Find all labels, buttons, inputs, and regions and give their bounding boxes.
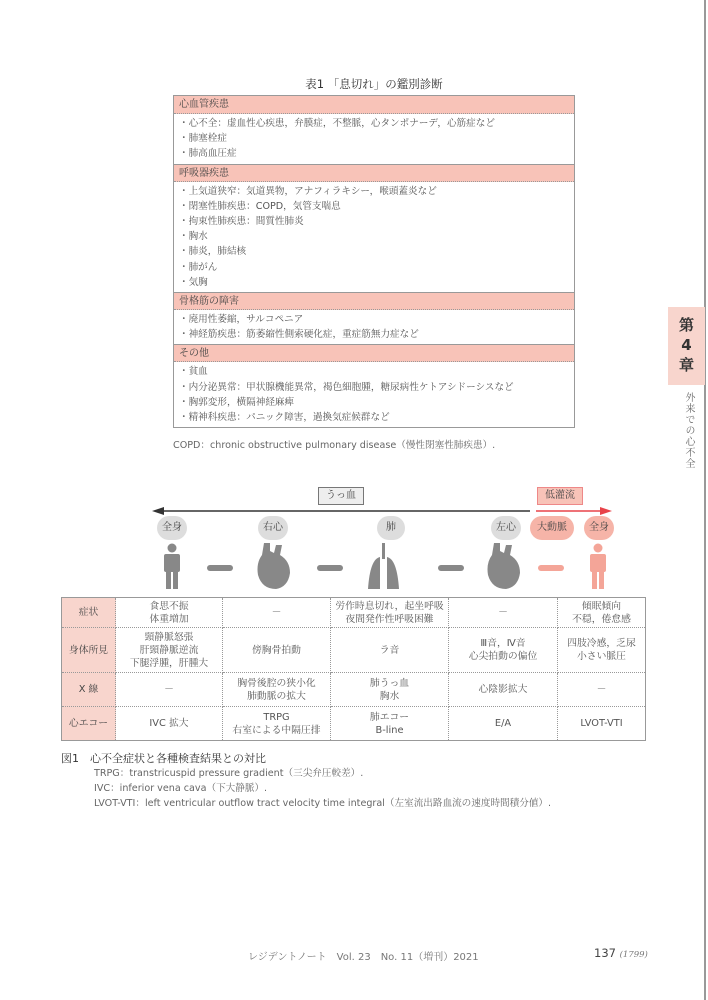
arrow-head-left <box>152 507 164 515</box>
table-cell: E/A <box>449 707 558 741</box>
findings-table <box>61 597 646 741</box>
table-row <box>62 673 646 707</box>
table-cell: 肺うっ血 胸水 <box>331 673 449 707</box>
table-cell: IVC 拡大 <box>116 707 223 741</box>
row-header: 心エコー <box>62 707 116 741</box>
section-header: 骨格筋の障害 <box>174 292 574 310</box>
chapter-number: 4 <box>681 336 692 354</box>
list-item: ・神経筋疾患：筋萎縮性側索硬化症，重症筋無力症など <box>179 329 419 341</box>
lungs-icon <box>368 543 399 589</box>
table-cell: ラ音 <box>331 628 449 673</box>
person-icon <box>590 544 606 590</box>
table-cell: 頸静脈怒張 肝頸静脈逆流 下腿浮腫，肝腫大 <box>116 628 223 673</box>
connector <box>438 565 464 571</box>
connector <box>538 565 564 571</box>
list-item: ・気胸 <box>179 276 208 288</box>
table-cell: － <box>558 673 646 707</box>
table-note: COPD：chronic obstructive pulmonary disease（慢性閉塞性肺疾患）. <box>173 440 496 451</box>
hypoperfusion-label: 低灌流 <box>537 487 583 505</box>
section-header: 呼吸器疾患 <box>174 164 574 182</box>
person-icon <box>164 544 180 590</box>
table-cell: － <box>116 673 223 707</box>
row-header: 症状 <box>62 598 116 628</box>
connector <box>317 565 343 571</box>
figure-note: IVC：inferior vena cava（下大静脈）. <box>94 783 268 794</box>
section-header: その他 <box>174 344 574 362</box>
congestion-label: うっ血 <box>318 487 364 505</box>
list-item: ・貧血 <box>179 366 208 378</box>
page-edge <box>704 0 706 1000</box>
node-whole-body: 全身 <box>157 516 187 540</box>
section-items <box>174 114 574 164</box>
figure-note: TRPG：transtricuspid pressure gradient（三尖弁圧較差）. <box>94 768 364 779</box>
node-whole-body-perfused: 全身 <box>584 516 614 540</box>
chapter-subtitle: 外来での心不全 <box>683 392 694 469</box>
list-item: ・閉塞性肺疾患：COPD，気管支喘息 <box>179 200 341 212</box>
section-items <box>174 362 574 427</box>
chapter-char: 章 <box>678 356 694 374</box>
table-cell: Ⅲ音，Ⅳ音 心尖拍動の偏位 <box>449 628 558 673</box>
figure-note: LVOT-VTI：left ventricular outflow tract velocity time integral（左室流出路血流の速度時間積分値）. <box>94 798 552 809</box>
table-row <box>62 628 646 673</box>
chapter-tab[interactable] <box>668 307 705 385</box>
list-item: ・胸水 <box>179 231 208 243</box>
list-item: ・心不全：虚血性心疾患，弁膜症，不整脈，心タンポナーデ，心筋症など <box>179 118 495 129</box>
table-cell: 傾眠傾向 不穏，倦怠感 <box>558 598 646 628</box>
section-header: 心血管疾患 <box>174 96 574 114</box>
section-items <box>174 182 574 292</box>
table-cell: 心陰影拡大 <box>449 673 558 707</box>
table-cell: － <box>223 598 331 628</box>
table-cell: 四肢冷感，乏尿 小さい脈圧 <box>558 628 646 673</box>
table-title: 表1 「息切れ」の鑑別診断 <box>305 77 443 91</box>
table-row <box>62 707 646 741</box>
list-item: ・上気道狭窄：気道異物，アナフィラキシー，喉頭蓋炎など <box>179 185 437 197</box>
section-items <box>174 310 574 344</box>
table-row <box>62 598 646 628</box>
table-cell: 食思不振 体重増加 <box>116 598 223 628</box>
differential-table <box>173 95 575 428</box>
row-header: X 線 <box>62 673 116 707</box>
list-item: ・肺炎，肺結核 <box>179 246 247 258</box>
list-item: ・廃用性萎縮，サルコペニア <box>179 314 304 326</box>
list-item: ・胸郭変形，横隔神経麻痺 <box>179 396 295 408</box>
table-cell: － <box>449 598 558 628</box>
table-cell: 労作時息切れ，起坐呼吸 夜間発作性呼吸困難 <box>331 598 449 628</box>
table-cell: 肺エコー B-line <box>331 707 449 741</box>
organ-icons <box>150 543 620 593</box>
node-right-heart: 右心 <box>258 516 288 540</box>
page-number-value: 137 <box>594 946 616 960</box>
page-total: (1799) <box>619 950 648 960</box>
heart-icon <box>258 543 291 589</box>
figure-caption: 図1 心不全症状と各種検査結果との対比 <box>61 752 266 765</box>
chapter-char: 第 <box>678 316 694 334</box>
list-item: ・肺高血圧症 <box>179 148 237 160</box>
list-item: ・肺塞栓症 <box>179 133 227 145</box>
journal-footer: レジデントノート Vol. 23 No. 11（増刊）2021 <box>248 952 479 963</box>
row-header: 身体所見 <box>62 628 116 673</box>
list-item: ・拘束性肺疾患：間質性肺炎 <box>179 216 304 228</box>
page-number <box>594 946 648 960</box>
heart-icon <box>488 543 521 589</box>
list-item: ・肺がん <box>179 261 218 273</box>
table-cell: TRPG 右室による中隔圧排 <box>223 707 331 741</box>
table-cell: 傍胸骨拍動 <box>223 628 331 673</box>
list-item: ・精神科疾患：パニック障害，過換気症候群など <box>179 412 390 424</box>
figure-notes <box>94 766 551 811</box>
node-aorta: 大動脈 <box>530 516 574 540</box>
table-cell: LVOT-VTI <box>558 707 646 741</box>
node-left-heart: 左心 <box>491 516 521 540</box>
arrow-head-right <box>600 507 612 515</box>
node-lung: 肺 <box>377 516 405 540</box>
connector <box>207 565 233 571</box>
table-cell: 胸骨後腔の狭小化 肺動脈の拡大 <box>223 673 331 707</box>
list-item: ・内分泌異常：甲状腺機能異常，褐色細胞腫，糖尿病性ケトアシドーシスなど <box>179 381 514 393</box>
